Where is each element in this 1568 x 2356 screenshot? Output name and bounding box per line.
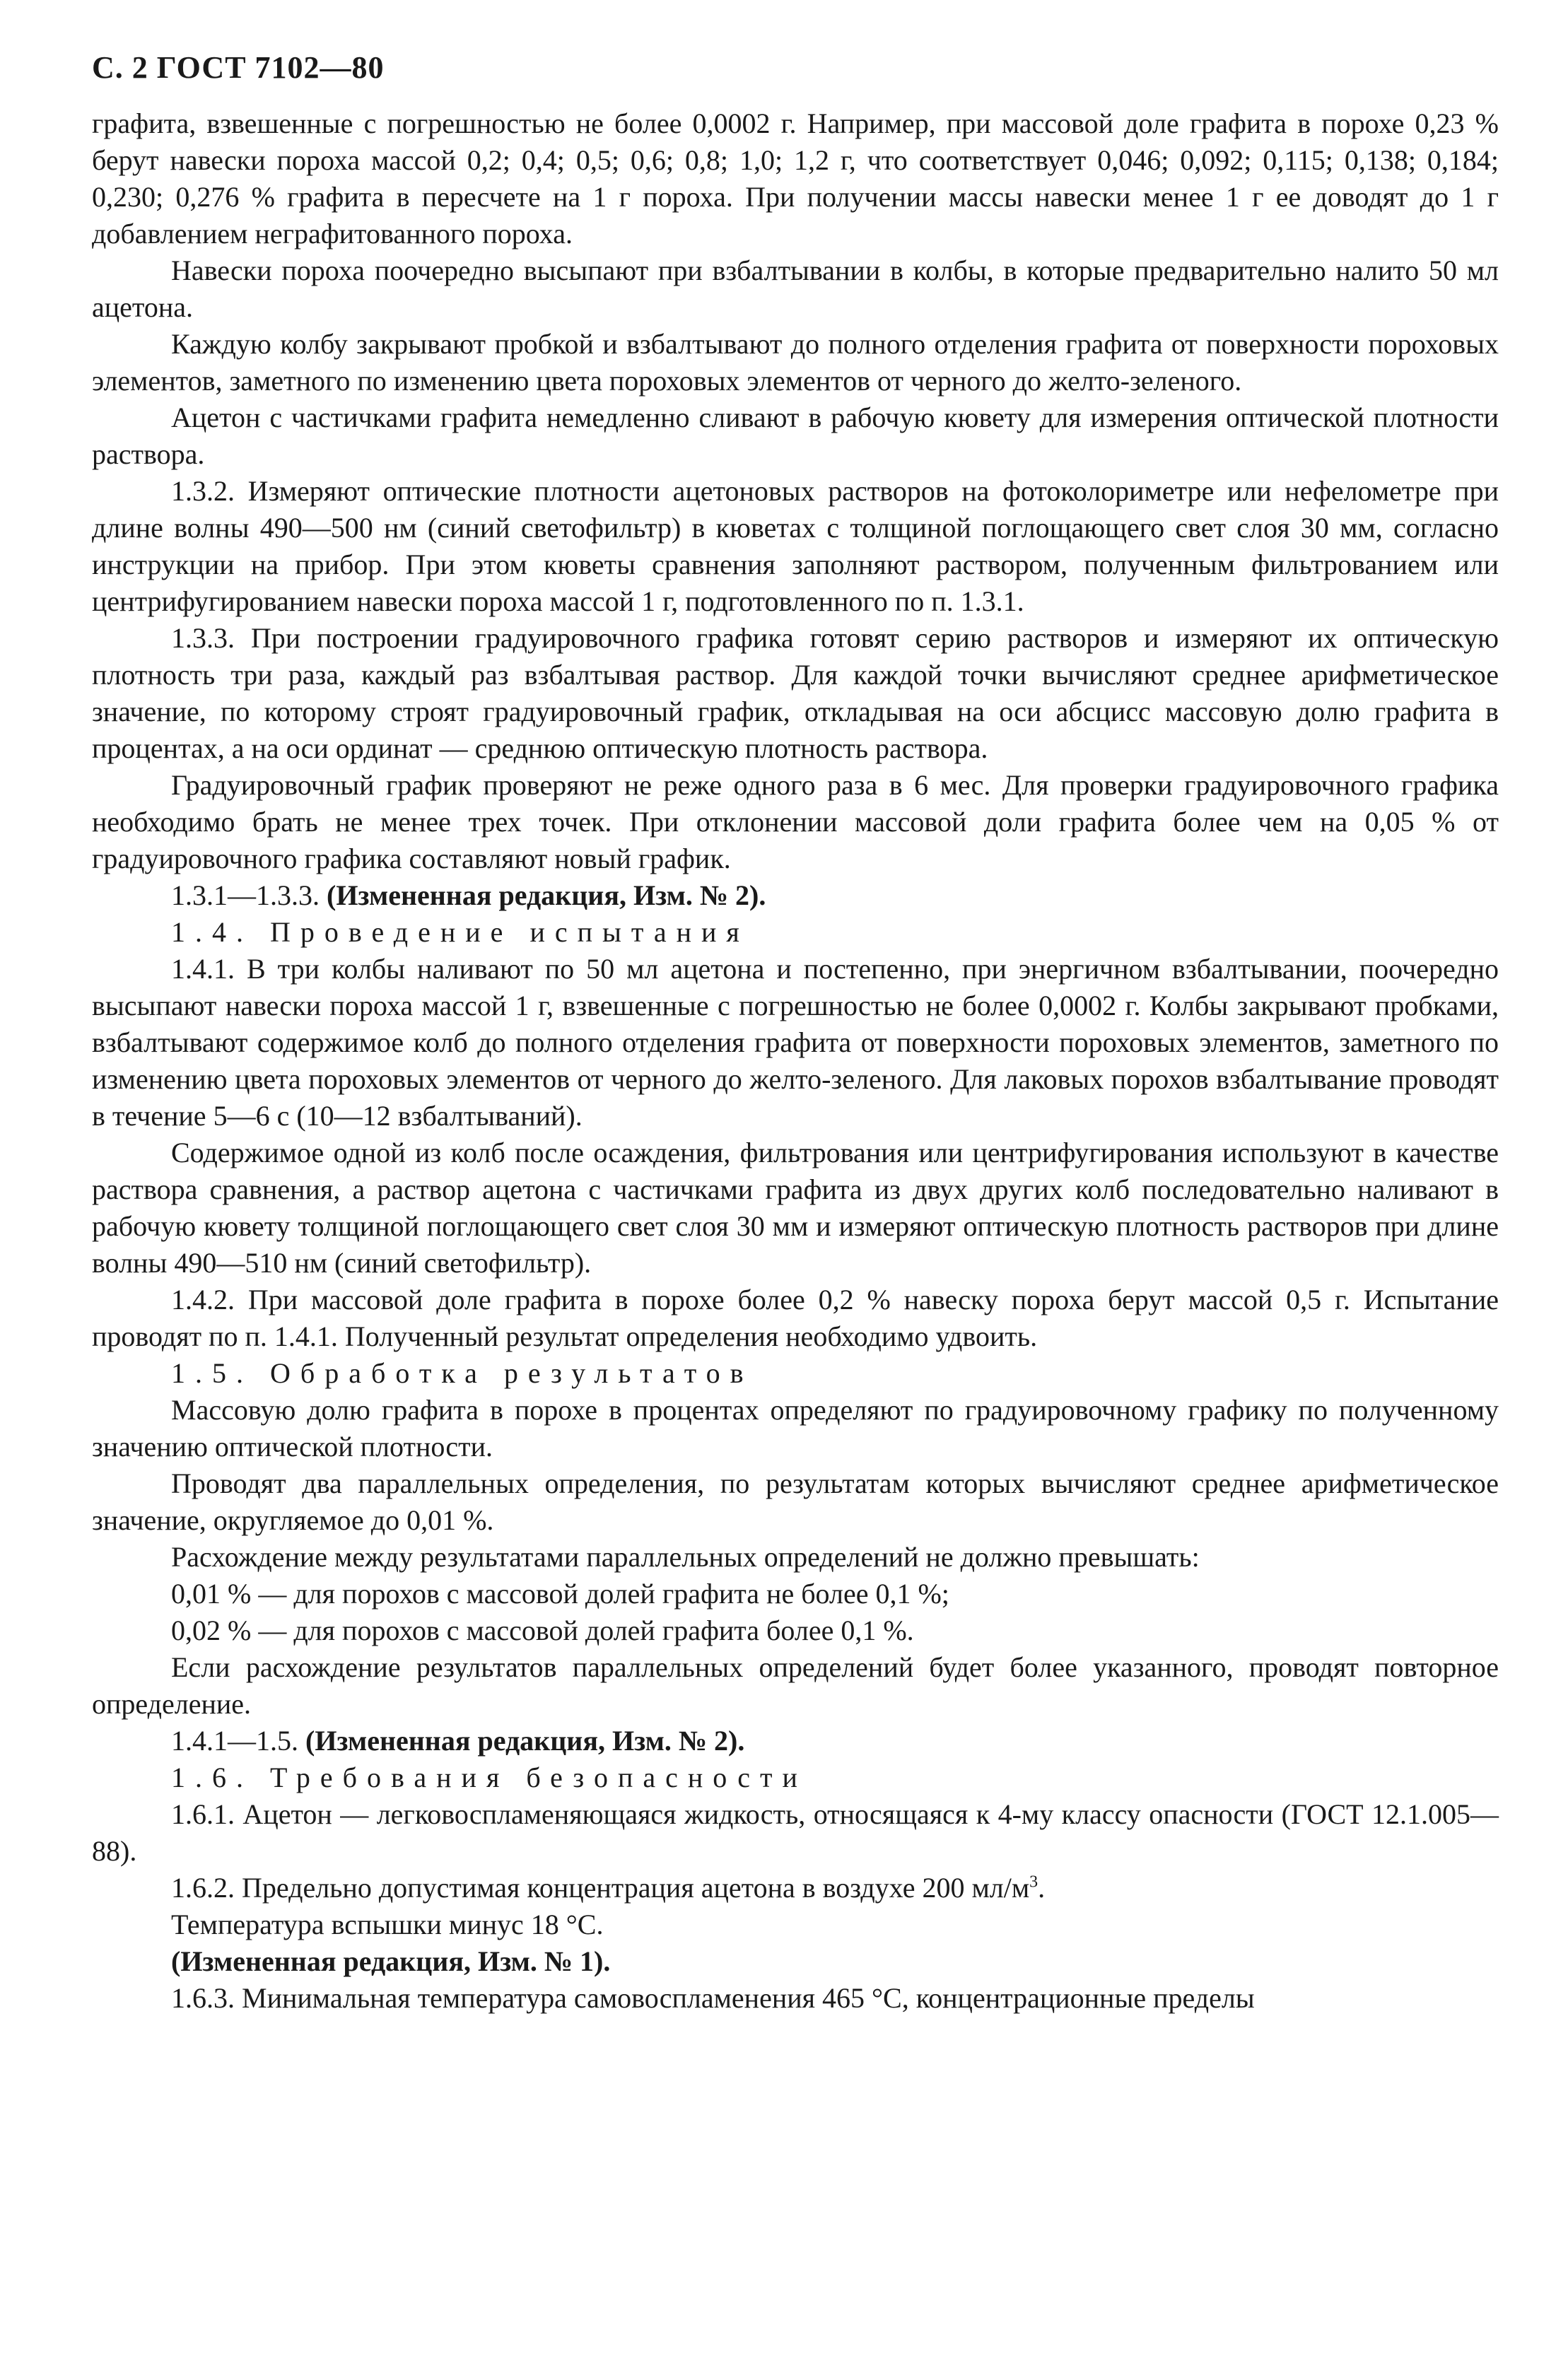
paragraph-mass-fraction: Массовую долю графита в порохе в процентах определяют по градуировочному графику по полученному значению оптической плотности.: [92, 1394, 1499, 1463]
paragraph-discrepancy: Расхождение между результатами параллельных определений не должно превышать:: [171, 1541, 1200, 1573]
amendment-label: (Измененная редакция, Изм. № 2).: [327, 879, 766, 911]
amendment-note-3: [92, 1943, 1499, 1980]
page-header: С. 2 ГОСТ 7102—80: [92, 50, 385, 85]
paragraph-flash-point: Температура вспышки минус 18 °С.: [171, 1909, 604, 1940]
section-1-6-2: [92, 1870, 1499, 1906]
amendment-ref: 1.4.1—1.5.: [171, 1725, 305, 1757]
amendment-note-1: [92, 877, 1499, 914]
section-heading-1-4: 1.4. Проведение испытания: [171, 916, 749, 948]
paragraph-1: графита, взвешенные с погрешностью не более 0,0002 г. Например, при массовой доле графита в порохе 0,23 % берут навески пороха массой 0,2; 0,4; 0,5; 0,6; 0,8; 1,0; 1,2 г, что соответствует 0,046; 0,092; 0,115; 0,138; 0,184; 0,230; 0,276 % графита в пересчете на 1 г пороха. При получении массы навески менее 1 г ее доводят до 1 г добавлением неграфитованного пороха.: [92, 107, 1499, 250]
amendment-note-2: [92, 1723, 1499, 1759]
section-heading-1-5: 1.5. Обработка результатов: [171, 1357, 754, 1389]
list-item-tolerance-1: 0,01 % — для порохов с массовой долей графита не более 0,1 %;: [171, 1578, 949, 1610]
paragraph-parallel-determinations: Проводят два параллельных определения, по результатам которых вычисляют среднее арифметическое значение, округляемое до 0,01 %.: [92, 1467, 1499, 1536]
concentration-text: 1.6.2. Предельно допустимая концентрация ацетона в воздухе 200 мл/м: [171, 1872, 1030, 1904]
section-1-6-3: 1.6.3. Минимальная температура самовоспламенения 465 °С, концентрационные пределы: [171, 1982, 1255, 2014]
section-1-6-1: 1.6.1. Ацетон — легковоспламеняющаяся жидкость, относящаяся к 4-му классу опасности (ГОСТ 12.1.005—88).: [92, 1798, 1499, 1867]
concentration-end: .: [1038, 1872, 1046, 1904]
paragraph-4: Ацетон с частичками графита немедленно сливают в рабочую кювету для измерения оптической плотности раствора.: [92, 402, 1499, 470]
amendment-label: (Измененная редакция, Изм. № 2).: [305, 1725, 745, 1757]
paragraph-reference-solution: Содержимое одной из колб после осаждения, фильтрования или центрифугирования используют в качестве раствора сравнения, а раствор ацетона с частичками графита из двух других колб последовательно наливают в рабочую кювету толщиной поглощающего свет слоя 30 мм и измеряют оптическую плотность растворов при длине волны 490—510 нм (синий светофильтр).: [92, 1137, 1499, 1279]
amendment-ref: 1.3.1—1.3.3.: [171, 879, 327, 911]
superscript-3: 3: [1029, 1873, 1038, 1892]
section-1-4-2: 1.4.2. При массовой доле графита в порохе более 0,2 % навеску пороха берут массой 0,5 г. Испытание проводят по п. 1.4.1. Полученный результат определения необходимо удвоить.: [92, 1284, 1499, 1352]
document-page: [92, 49, 1499, 2017]
section-1-3-3: 1.3.3. При построении градуировочного графика готовят серию растворов и измеряют их оптическую плотность три раза, каждый раз взбалтывая раствор. Для каждой точки вычисляют среднее арифметическое значение, по которому строят градуировочный график, откладывая на оси абсцисс массовую долю графита в процентах, а на оси ординат — среднюю оптическую плотность раствора.: [92, 622, 1499, 764]
paragraph-2: Навески пороха поочередно высыпают при взбалтывании в колбы, в которые предварительно налито 50 мл ацетона.: [92, 254, 1499, 323]
paragraph-3: Каждую колбу закрывают пробкой и взбалтывают до полного отделения графита от поверхности пороховых элементов, заметного по изменению цвета пороховых элементов от черного до желто-зеленого.: [92, 328, 1499, 397]
list-item-tolerance-2: 0,02 % — для порохов с массовой долей графита более 0,1 %.: [171, 1614, 914, 1646]
paragraph-repeat-determination: Если расхождение результатов параллельных определений будет более указанного, проводят повторное определение.: [92, 1651, 1499, 1720]
section-1-3-2: 1.3.2. Измеряют оптические плотности ацетоновых растворов на фотоколориметре или нефелометре при длине волны 490—500 нм (синий светофильтр) в кюветах с толщиной поглощающего свет слоя 30 мм, согласно инструкции на прибор. При этом кюветы сравнения заполняют раствором, полученным фильтрованием или центрифугированием навески пороха массой 1 г, подготовленного по п. 1.3.1.: [92, 475, 1499, 617]
paragraph-calibration-check: Градуировочный график проверяют не реже одного раза в 6 мес. Для проверки градуировочного графика необходимо брать не менее трех точек. При отклонении массовой доли графита более чем на 0,05 % от градуировочного графика составляют новый график.: [92, 769, 1499, 874]
section-1-4-1: 1.4.1. В три колбы наливают по 50 мл ацетона и постепенно, при энергичном взбалтывании, поочередно высыпают навески пороха массой 1 г, взвешенные с погрешностью не более 0,0002 г. Колбы закрывают пробками, взбалтывают содержимое колб до полного отделения графита от поверхности пороховых элементов, заметного по изменению цвета пороховых элементов от черного до желто-зеленого. Для лаковых порохов взбалтывание проводят в течение 5—6 с (10—12 взбалтываний).: [92, 953, 1499, 1132]
document-body: [92, 105, 1499, 2017]
amendment-label: (Измененная редакция, Изм. № 1).: [171, 1945, 611, 1977]
section-heading-1-6: 1.6. Требования безопасности: [171, 1762, 807, 1793]
